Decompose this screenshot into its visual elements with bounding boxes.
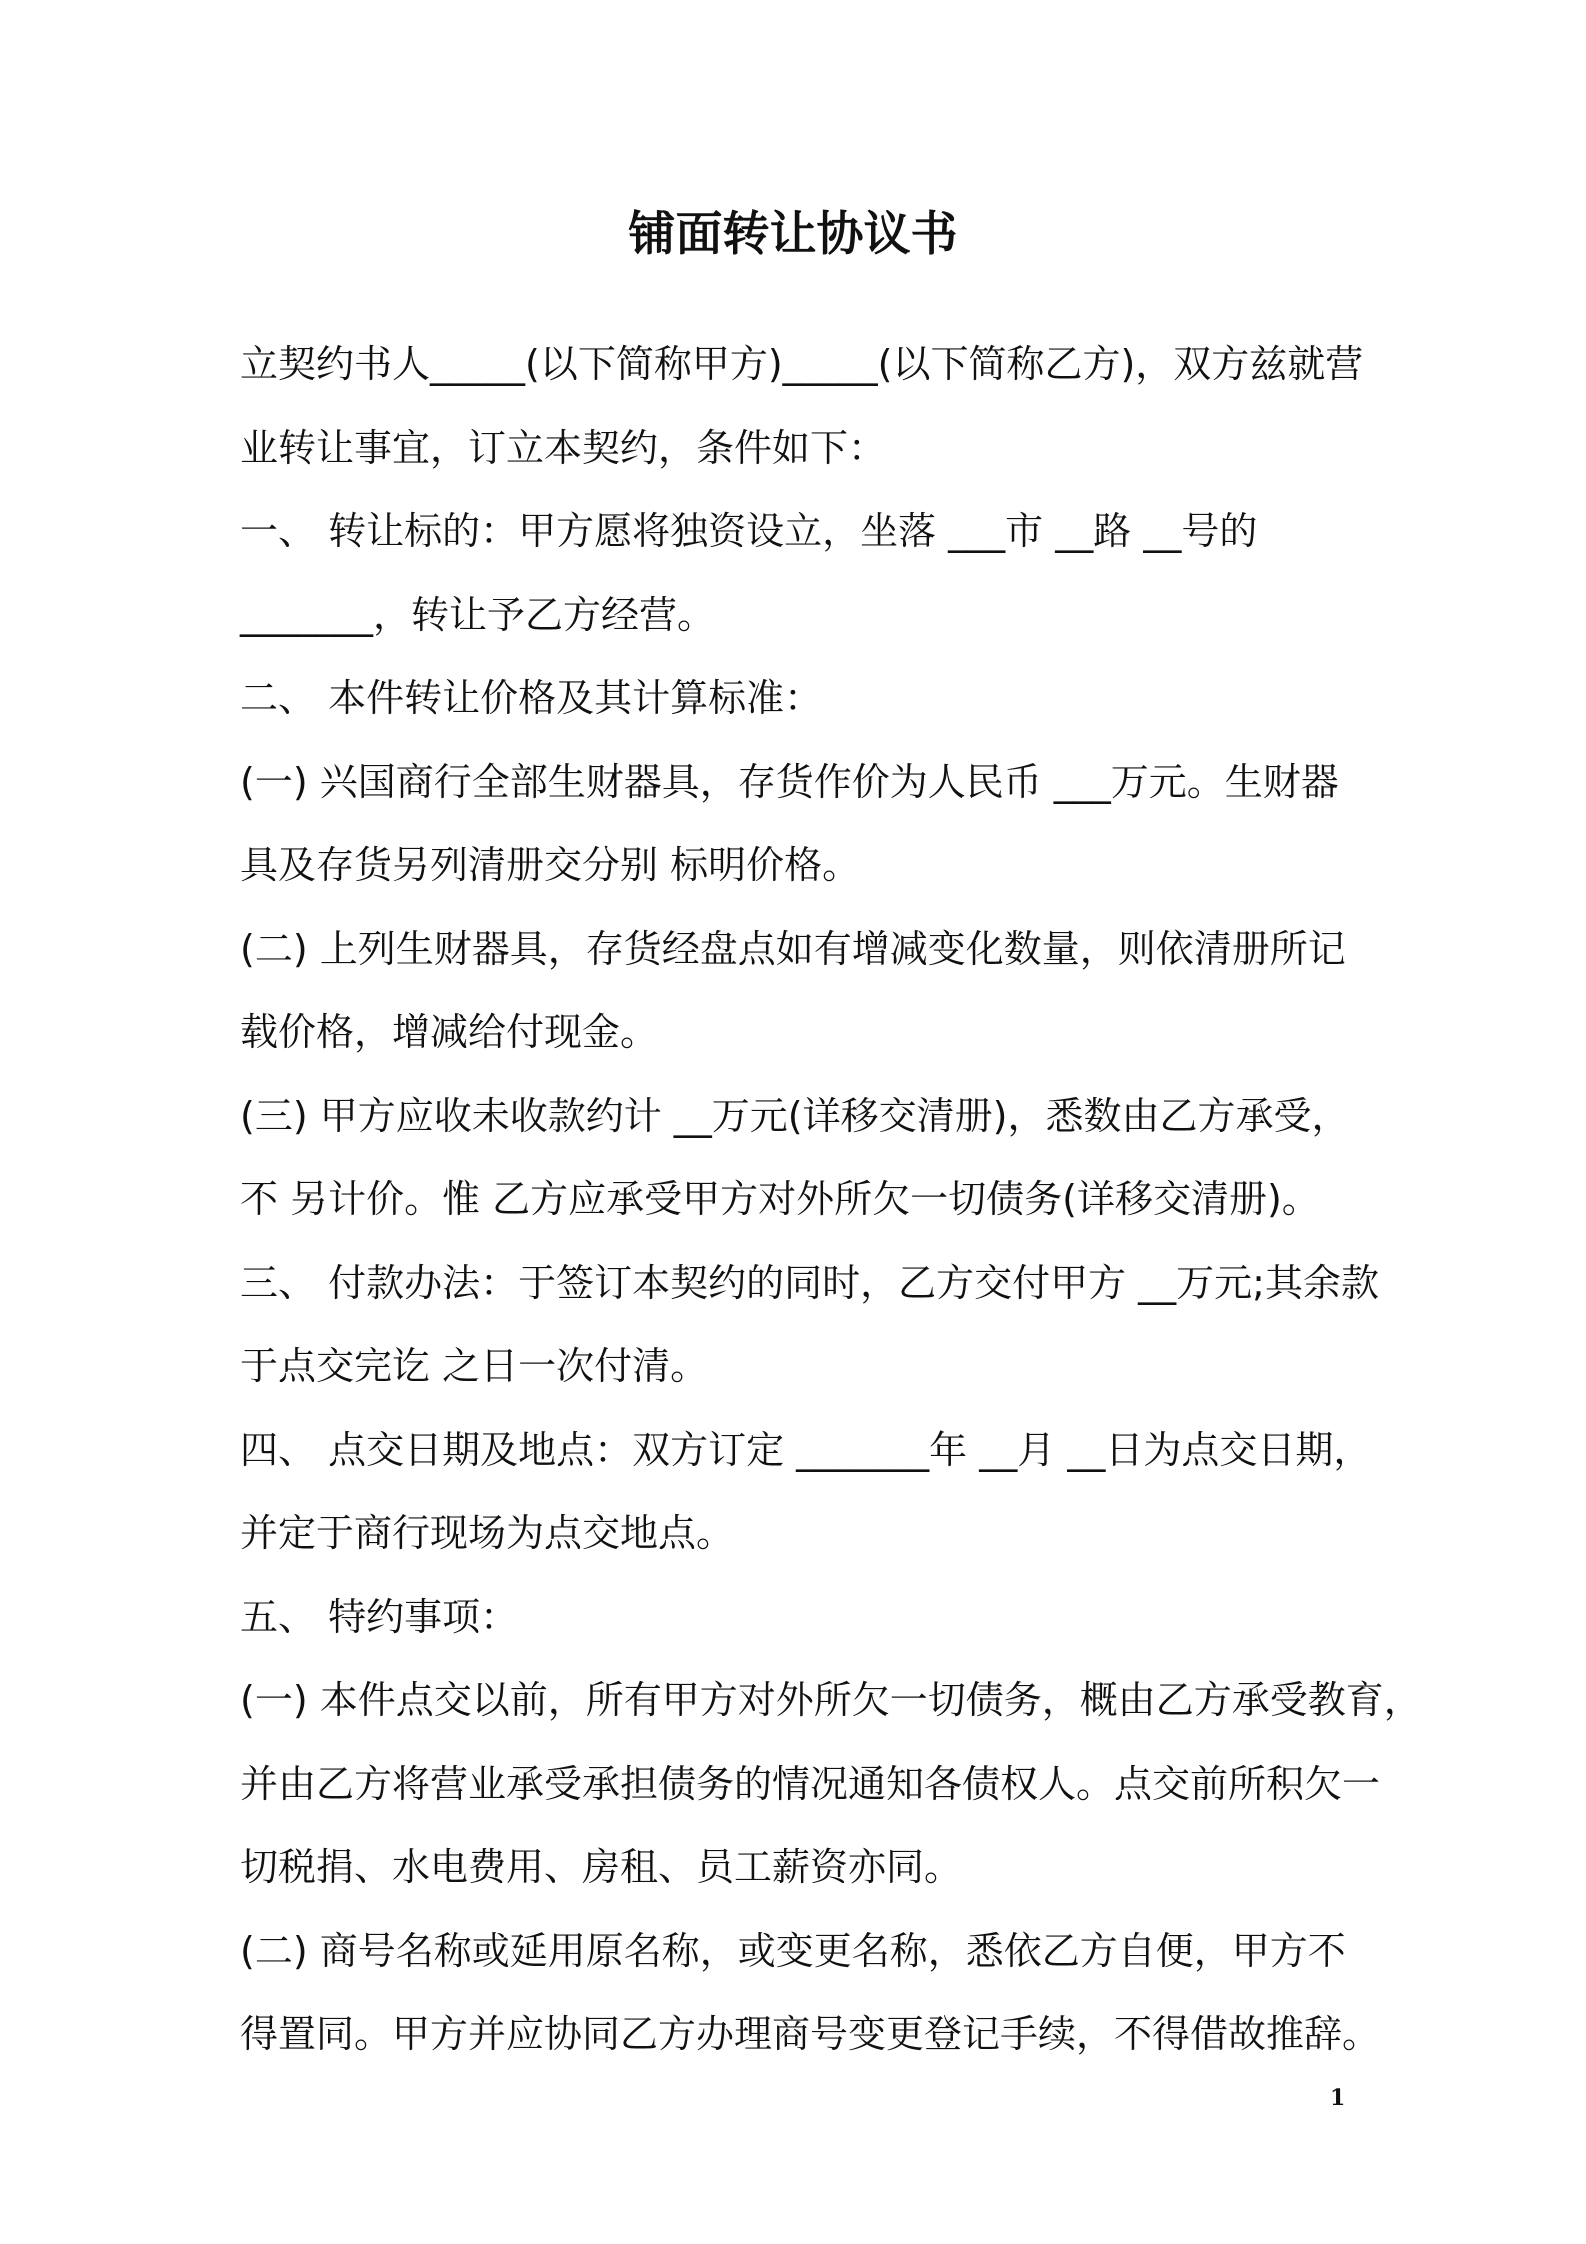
body-line: 四、 点交日期及地点：双方订定 _______年 __月 __日为点交日期， — [240, 1427, 1372, 1472]
page-number: 1 — [1330, 2085, 1346, 2111]
body-line: 二、 本件转让价格及其计算标准： — [240, 676, 823, 720]
body-line: 立契约书人_____(以下简称甲方)_____(以下简称乙方)，双方兹就营 — [240, 342, 1364, 386]
body-line: 五、 特约事项： — [240, 1594, 519, 1639]
body-line: 并定于商行现场为点交地点。 — [240, 1511, 735, 1555]
body-line: 三、 付款办法：于签订本契约的同时，乙方交付甲方 __万元;其余款 — [240, 1260, 1379, 1305]
body-line: _______，转让予乙方经营。 — [240, 592, 716, 637]
document-body — [240, 323, 1422, 2077]
body-line: 不 另计价。惟 乙方应承受甲方对外所欠一切债务(详移交清册)。 — [240, 1177, 1320, 1221]
document-title: 铺面转让协议书 — [628, 207, 958, 262]
body-line: 一、 转让标的：甲方愿将独资设立，坐落 ___市 __路 __号的 — [240, 509, 1258, 553]
body-line: 业转让事宜，订立本契约，条件如下： — [240, 425, 887, 470]
body-line: 具及存货另列清册交分别 标明价格。 — [240, 843, 861, 887]
body-line: (一) 本件点交以前，所有甲方对外所欠一切债务，概由乙方承受教育， — [240, 1678, 1422, 1722]
body-line: (二) 上列生财器具，存货经盘点如有增减变化数量，则依清册所记 — [240, 926, 1346, 971]
body-line: 并由乙方将营业承受承担债务的情况通知各债权人。点交前所积欠一 — [240, 1761, 1381, 1806]
body-line: 于点交完讫 之日一次付清。 — [240, 1344, 709, 1388]
body-line: 得置同。甲方并应协同乙方办理商号变更登记手续，不得借故推辞。 — [240, 2012, 1381, 2056]
body-line: 切税捐、水电费用、房租、员工薪资亦同。 — [240, 1845, 963, 1889]
body-line: (三) 甲方应收未收款约计 __万元(详移交清册)，悉数由乙方承受， — [240, 1093, 1350, 1138]
body-line: (一) 兴国商行全部生财器具，存货作价为人民币 ___万元。生财器 — [240, 759, 1339, 804]
body-line: 载价格，增减给付现金。 — [240, 1010, 659, 1054]
body-line: (二) 商号名称或延用原名称，或变更名称，悉依乙方自便，甲方不 — [240, 1928, 1346, 1973]
